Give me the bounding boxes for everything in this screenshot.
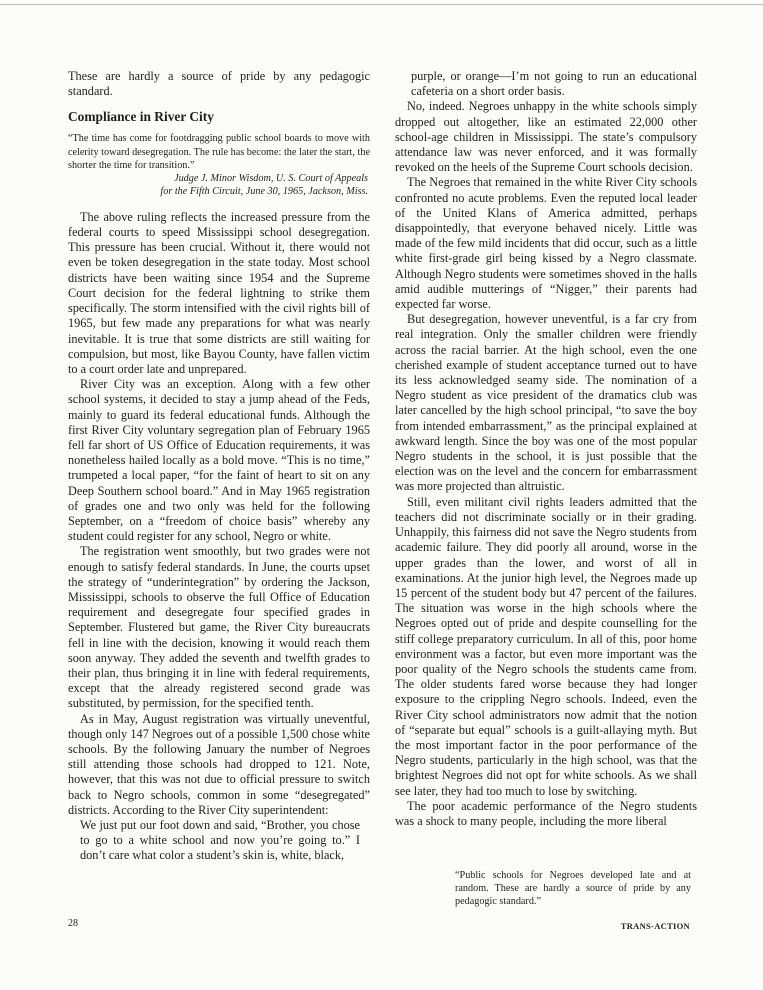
left-column bbox=[68, 69, 370, 864]
body-paragraph: Still, even militant civil rights leaders admitted that the teachers did not discriminate socially or in their grading. Unhappily, this fairness did not save the Negro students from academic failure. They did poorly all around, worse in the upper grades than the lower, and worst of all in examinations. At the junior high level, the Negroes made up 15 percent of the student body but 47 percent of the failures. The situation was worse in the high schools where the Negroes opted out of pride and despite counselling for the stiff college preparatory curriculum. In all of this, poor home environment was a factor, but even more important was the poor quality of the Negro schools the students came from. The older students fared worse because they had longer exposure to the crippling Negro schools. Indeed, even the River City school administrators now admit that the notion of “separate but equal” schools is a guilt-allaying myth. But the most important factor in the poor performance of the Negro students, particularly in the high school, was that the brightest Negroes did not opt for white schools. As we shall see later, they had too much to lose by switching. bbox=[395, 494, 697, 798]
scan-edge-line bbox=[0, 4, 763, 5]
epigraph bbox=[68, 132, 370, 197]
epigraph-attribution-line: for the Fifth Circuit, June 30, 1965, Jackson, Miss. bbox=[160, 185, 368, 197]
superintendent-quote: We just put our foot down and said, “Brother, you chose to go to a white school and now you’re going to.” I don’t care what color a student’s skin is, white, black, bbox=[80, 818, 360, 863]
right-column bbox=[395, 69, 697, 829]
body-paragraph: But desegregation, however uneventful, is a far cry from real integration. Only the smaller children were friendly across the racial barrier. At the high school, even the one cherished example of student acceptance turned out to have its less acknowledged seamy side. The nomination of a Negro student as vice president of the dramatics club was later cancelled by the high school principal, “to save the boy from intended embarrassment,” as the principal explained at awkward length. Since the boy was one of the most popular Negro students in the school, it is just possible that the election was on the level and the concern for embarrassment was more projected than altruistic. bbox=[395, 312, 697, 494]
pull-quote-caption: “Public schools for Negroes developed late and at random. These are hardly a source of pride by any pedagogic standard.” bbox=[455, 870, 691, 908]
page-number: 28 bbox=[68, 918, 78, 929]
body-paragraph: As in May, August registration was virtually uneventful, though only 147 Negroes out of a possible 1,500 chose white schools. By the following January the number of Negroes still attending those schools had dropped to 121. Note, however, that this was not due to official pressure to switch back to Negro schools, common in some “desegregated” districts. According to the River City superintendent: bbox=[68, 711, 370, 817]
section-heading: Compliance in River City bbox=[68, 109, 214, 125]
body-paragraph: River City was an exception. Along with a few other school systems, it decided to stay a jump ahead of the Feds, mainly to guard its federal educational funds. Although the first River City voluntary segregation plan of February 1965 fell far short of US Office of Education requirements, it was nonetheless hailed locally as a bold move. “This is no time,” trumpeted a local paper, “for the faint of heart to sit on any Deep Southern school board.” And in May 1965 registration of grades one and two only was held for the following September, on a “freedom of choice basis” whereby any student could register for any school, Negro or white. bbox=[68, 377, 370, 544]
body-paragraph: The registration went smoothly, but two grades were not enough to satisfy federal standards. In June, the courts upset the strategy of “underintegration” by ordering the Jackson, Mississippi, schools to observe the full Office of Education requirement and desegregate four specified grades in September. Flustered but game, the River City bureaucrats fell in line with the decision, knowing it would reach them soon anyway. They added the seventh and twelfth grades to their plan, thus bringing it in line with federal requirements, except that the already registered second grade was substituted, by permission, for the specified tenth. bbox=[68, 544, 370, 711]
epigraph-attribution-line: Judge J. Minor Wisdom, U. S. Court of Appeals bbox=[174, 172, 368, 184]
lead-paragraph: These are hardly a source of pride by any pedagogic standard. bbox=[68, 69, 370, 99]
body-paragraph: The Negroes that remained in the white River City schools confronted no acute problems. Even the reputed local leader of the United Klans of America admitted, perhaps disappointedly, that everyone behaved nicely. Little was made of the few mild incidents that did occur, such as a little white first-grade girl being kissed by a Negro classmate. Although Negro students were sometimes shoved in the halls amid audible mutterings of “Nigger,” their parents had expected far worse. bbox=[395, 175, 697, 312]
body-paragraph: The above ruling reflects the increased pressure from the federal courts to speed Mississippi school desegregation. This pressure has been crucial. Without it, there would not even be token desegregation in the state today. Most school districts have been waiting since 1954 and the Supreme Court decision for the federal lightning to strike them specifically. The storm intensified with the civil rights bill of 1965, but few made any preparations for what was nearly inevitable. It is true that some districts are still waiting for compulsion, but most, like Bayou County, have fallen victim to a court order late and unprepared. bbox=[68, 209, 370, 376]
publication-name: TRANS-ACTION bbox=[620, 921, 690, 931]
superintendent-quote-continued: purple, or orange—I’m not going to run an educational cafeteria on a short order basis. bbox=[411, 69, 697, 99]
left-body-text bbox=[68, 210, 370, 864]
epigraph-quote: “The time has come for footdragging public school boards to move with celerity toward desegregation. The rule has become: the later the start, the shorter the time for transition.” bbox=[68, 133, 370, 171]
body-paragraph: The poor academic performance of the Negro students was a shock to many people, including the more liberal bbox=[395, 798, 697, 828]
body-paragraph: No, indeed. Negroes unhappy in the white schools simply dropped out altogether, like an estimated 22,000 other school-age children in Mississippi. The state’s compulsory attendance law was never enforced, and it was formally revoked on the heels of the Supreme Court schools decision. bbox=[395, 99, 697, 175]
